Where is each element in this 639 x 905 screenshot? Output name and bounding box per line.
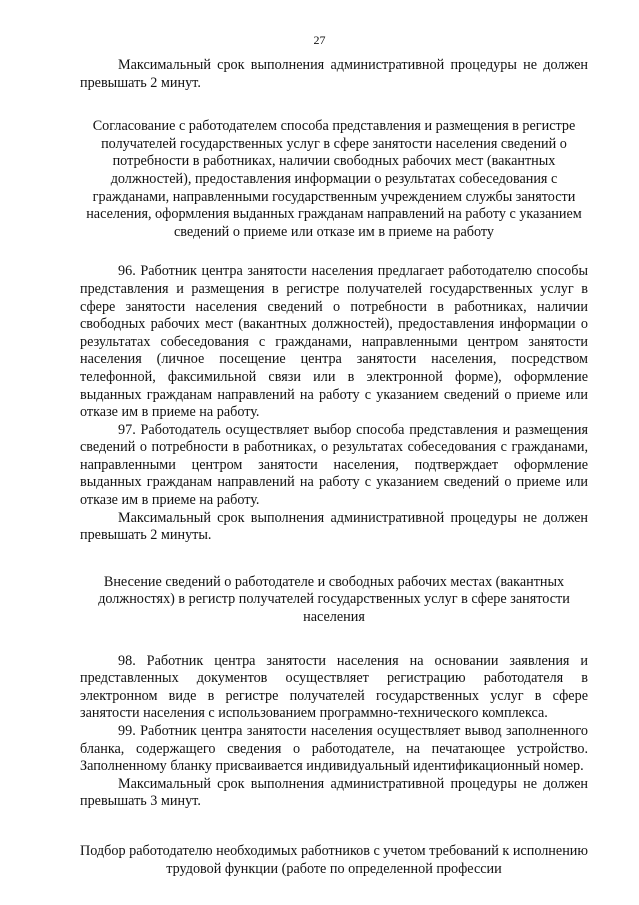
paragraph-96: 96. Работник центра занятости населения предлагает работодателю способы представления и размещения в регистре получателей государственных услуг в сфере занятости населения сведений о потребности в работниках, наличии свободных рабочих мест (вакантных должностей), предоставления информации о результатах собеседования с гражданами, направленными центром занятости населения (личное посещение центра занятости населения, посредством телефонной, факсимильной связи или в электронной форме), оформление выданных гражданам направлений на работу с указанием сведений о приеме или отказе им в приеме на работу. — [80, 263, 588, 421]
section-heading-agreement: Согласование с работодателем способа представления и размещения в регистре получателей государственных услуг в сфере занятости населения сведений о потребности в работниках, наличии свободных рабочих мест (вакантных должностей), предоставления информации о результатах собеседования с гражданами, направленными государственным учреждением службы занятости населения, оформления выданных гражданам направлений на работу с указанием сведений о приеме или отказе им в приеме на работу — [86, 118, 582, 240]
document-body — [80, 57, 588, 878]
paragraph-max-time-2: Максимальный срок выполнения административной процедуры не должен превышать 2 минуты. — [80, 509, 588, 544]
paragraph-99: 99. Работник центра занятости населения осуществляет вывод заполненного бланка, содержащего сведения о работодателе, на печатающее устройство. Заполненному бланку присваивается индивидуальный идентификационный номер. — [80, 723, 588, 775]
paragraph-max-time-3: Максимальный срок выполнения административной процедуры не должен превышать 3 минут. — [80, 775, 588, 810]
paragraph-98: 98. Работник центра занятости населения на основании заявления и представленных документов осуществляет регистрацию работодателя в электронном виде в регистре получателей государственных услуг в сфере занятости населения с использованием программно-технического комплекса. — [80, 652, 588, 722]
section-heading-selection: Подбор работодателю необходимых работников с учетом требований к исполнению трудовой функции (работе по определенной профессии — [80, 842, 588, 877]
page-number: 27 — [313, 33, 326, 47]
paragraph-97: 97. Работодатель осуществляет выбор способа представления и размещения сведений о потребности в работниках, о результатах собеседования с гражданами, направленными центром занятости населения, подтверждает оформление выданных гражданам направлений на работу с указанием сведений о приеме или отказе им в приеме на работу. — [80, 421, 588, 509]
paragraph-max-time-1: Максимальный срок выполнения административной процедуры не должен превышать 2 минут. — [80, 57, 588, 91]
section-heading-registration: Внесение сведений о работодателе и свободных рабочих местах (вакантных должностях) в регистр получателей государственных услуг в сфере занятости населения — [98, 573, 570, 626]
